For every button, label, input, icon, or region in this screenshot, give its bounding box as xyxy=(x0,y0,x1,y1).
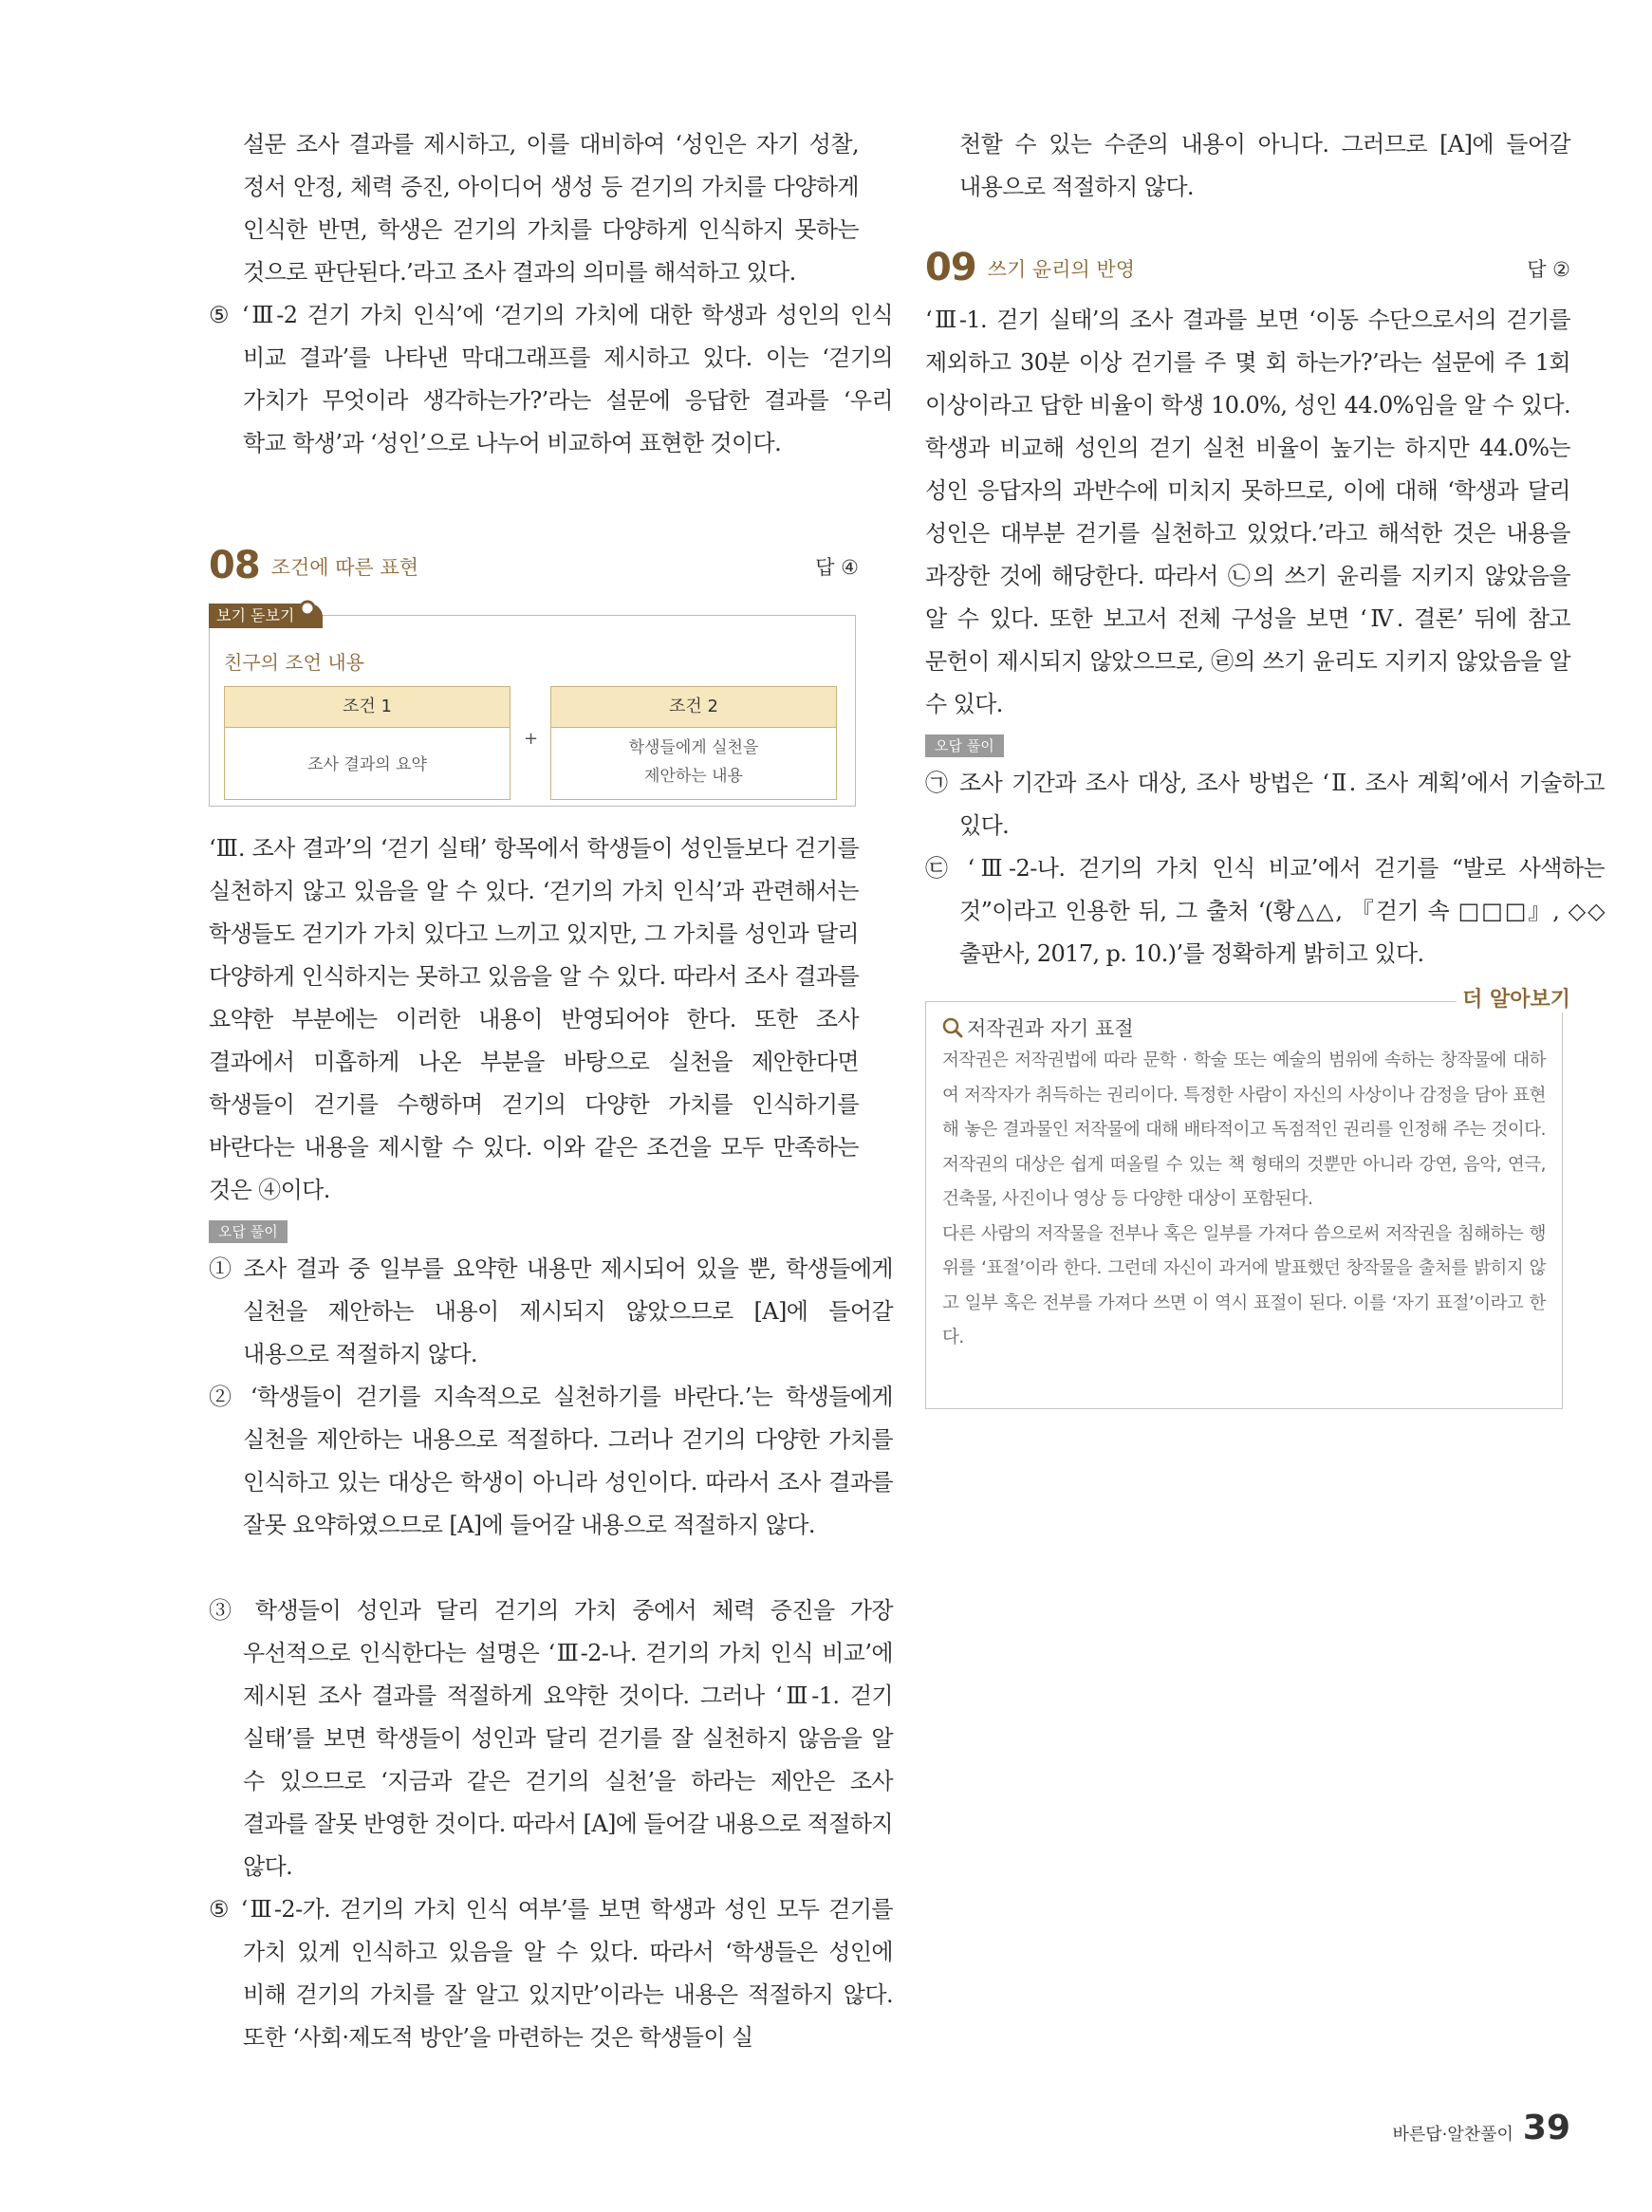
section-title: 조건에 따른 표현 xyxy=(270,556,419,579)
section-title: 쓰기 윤리의 반영 xyxy=(987,258,1136,281)
magnifier-icon xyxy=(298,598,321,621)
condition-2-body-line1: 학생들에게 실천을 xyxy=(628,738,759,757)
explanation-main-08: ‘Ⅲ. 조사 결과’의 ‘걷기 실태’ 항목에서 학생들이 성인들보다 걷기를 실천하지 않고 있음을 알 수 있다. ‘걷기의 가치 인식’과 관련해서는 학생들도 걷기가 가치 있다고 느끼고 있지만, 그 가치를 성인과 달리 다양하게 인식하지는 못하고 있음을 알 수 있다. 따라서 조사 결과를 요약한 부분에는 이러한 내용이 반영되어야 한다. 또한 조사 결과에서 미흡하게 나온 부분을 바탕으로 실천을 제안한다면 학생들이 걷기를 수행하며 걷기의 다양한 가치를 인식하기를 바란다는 내용을 제시할 수 있다. 이와 같은 조건을 모두 만족하는 것은 ④이다. xyxy=(209,835,859,1203)
wrong-option-digeut: ㉢ ‘Ⅲ-2-나. 걷기의 가치 인식 비교’에서 걷기를 “발로 사색하는 것”이라고 인용한 뒤, 그 출처 ‘(황△△, 『걷기 속 □□□』, ◇◇출판사, 2017, p. 10.)’를 정확하게 밝히고 있다. xyxy=(925,855,1605,967)
more-info-title-text: 저작권과 자기 표절 xyxy=(967,1017,1134,1040)
condition-1 xyxy=(224,686,510,800)
footer-label: 바른답·알찬풀이 xyxy=(1392,2125,1513,2145)
condition-2 xyxy=(550,686,837,800)
search-icon xyxy=(942,1017,963,1038)
more-info-paragraph-1: 저작권은 저작권법에 따라 문학 · 학술 또는 예술의 범위에 속하는 창작물에 대하여 저작자가 취득하는 권리이다. 특정한 사람이 자신의 사상이나 감정을 담아 표현해 놓은 결과물인 저작물에 대해 배타적이고 독점적인 권리를 인정해 주는 것이다. 저작권의 대상은 쉽게 떠올릴 수 있는 책 형태의 것뿐만 아니라 강연, 음악, 연극, 건축물, 사진이나 영상 등 다양한 대상이 포함된다. xyxy=(942,1050,1546,1209)
section-number: 09 xyxy=(925,246,976,289)
more-info-title xyxy=(942,1013,1134,1042)
paragraph-intro-continued: 설문 조사 결과를 제시하고, 이를 대비하여 ‘성인은 자기 성찰, 정서 안정, 체력 증진, 아이디어 생성 등 걷기의 가치를 다양하게 인식한 반면, 학생은 걷기의 가치를 다양하게 인식하지 못하는 것으로 판단된다.’라고 조사 결과의 의미를 해석하고 있다. xyxy=(243,131,859,286)
odap-tag: 오답 풀이 xyxy=(209,1220,288,1243)
wrong-option-5: ⑤ ‘Ⅲ-2-가. 걷기의 가치 인식 여부’를 보면 학생과 성인 모두 걷기를 가치 있게 인식하고 있음을 알 수 있다. 따라서 ‘학생들은 성인에 비해 걷기의 가치를 잘 알고 있지만’이라는 내용은 적절하지 않다. 또한 ‘사회·제도적 방안’을 마련하는 것은 학생들이 실 xyxy=(209,1896,893,2051)
page-number: 39 xyxy=(1522,2109,1570,2147)
paragraph-continued: 천할 수 있는 수준의 내용이 아니다. 그러므로 [A]에 들어갈 내용으로 적절하지 않다. xyxy=(959,131,1570,200)
bogi-title: 친구의 조언 내용 xyxy=(224,651,364,674)
explanation-main-09: ‘Ⅲ-1. 걷기 실태’의 조사 결과를 보면 ‘이동 수단으로서의 걷기를 제외하고 30분 이상 걷기를 주 몇 회 하는가?’라는 설문에 주 1회 이상이라고 답한 비율이 학생 10.0%, 성인 44.0%임을 알 수 있다. 학생과 비교해 성인의 걷기 실천 비율이 높기는 하지만 44.0%는 성인 응답자의 과반수에 미치지 못하므로, 이에 대해 ‘학생과 달리 성인은 대부분 걷기를 실천하고 있었다.’라고 해석한 것은 내용을 과장한 것에 해당한다. 따라서 ㉡의 쓰기 윤리를 지키지 않았음을 알 수 있다. 또한 보고서 전체 구성을 보면 ‘Ⅳ. 결론’ 뒤에 참고 문헌이 제시되지 않았으므로, ㉣의 쓰기 윤리도 지키지 않았음을 알 수 있다. xyxy=(925,307,1570,717)
wrong-option-3: ③ 학생들이 성인과 달리 걷기의 가치 중에서 체력 증진을 가장 우선적으로 인식한다는 설명은 ‘Ⅲ-2-나. 걷기의 가치 인식 비교’에 제시된 조사 결과를 적절하게 요약한 것이다. 그러나 ‘Ⅲ-1. 걷기 실태’를 보면 학생들이 성인과 달리 걷기를 잘 실천하지 않음을 알 수 있으므로 ‘지금과 같은 걷기의 실천’을 하라는 제안은 조사 결과를 잘못 반영한 것이다. 따라서 [A]에 들어갈 내용으로 적절하지 않다. xyxy=(209,1597,893,1880)
section-number: 08 xyxy=(209,544,260,587)
plus-sign: + xyxy=(524,729,539,749)
bogi-tab xyxy=(209,604,323,628)
bogi-tab-label: 보기 돋보기 xyxy=(216,606,295,624)
more-info-label: 더 알아보기 xyxy=(1457,983,1570,1013)
condition-1-body: 조사 결과의 요약 xyxy=(307,755,427,774)
wrong-option-giyeok: ㉠ 조사 기간과 조사 대상, 조사 방법은 ‘Ⅱ. 조사 계획’에서 기술하고 있다. xyxy=(925,770,1605,839)
condition-2-head: 조건 2 xyxy=(551,687,836,728)
wrong-option-2: ② ‘학생들이 걷기를 지속적으로 실천하기를 바란다.’는 학생들에게 실천을 제안하는 내용으로 적절하다. 그러나 걷기의 다양한 가치를 인식하고 있는 대상은 학생이 아니라 성인이다. 따라서 조사 결과를 잘못 요약하였으므로 [A]에 들어갈 내용으로 적절하지 않다. xyxy=(209,1384,893,1538)
condition-2-body-line2: 제안하는 내용 xyxy=(644,767,743,786)
more-info-body xyxy=(942,1044,1546,1356)
section-08-header xyxy=(209,537,859,586)
more-info-paragraph-2: 다른 사람의 저작물을 전부나 혹은 일부를 가져다 씀으로써 저작권을 침해하는 행위를 ‘표절’이라 한다. 그런데 자신이 과거에 발표했던 창작물을 출처를 밝히지 않고 일부 혹은 전부를 가져다 쓰면 이 역시 표절이 된다. 이를 ‘자기 표절’이라고 한다. xyxy=(942,1223,1546,1348)
condition-2-body xyxy=(551,728,836,790)
condition-1-head: 조건 1 xyxy=(225,687,510,728)
page-footer xyxy=(1392,2111,1570,2146)
odap-tag: 오답 풀이 xyxy=(925,734,1004,757)
answer-label: 답 ④ xyxy=(815,556,859,579)
answer-label: 답 ② xyxy=(1527,258,1570,281)
section-09-header xyxy=(925,239,1570,288)
wrong-option-1: ① 조사 결과 중 일부를 요약한 내용만 제시되어 있을 뿐, 학생들에게 실천을 제안하는 내용이 제시되지 않았으므로 [A]에 들어갈 내용으로 적절하지 않다. xyxy=(209,1255,893,1367)
explanation-item-5-prev: ⑤ ‘Ⅲ-2 걷기 가치 인식’에 ‘걷기의 가치에 대한 학생과 성인의 인식 비교 결과’를 나타낸 막대그래프를 제시하고 있다. 이는 ‘걷기의 가치가 무엇이라 생각하는가?’라는 설문에 응답한 결과를 ‘우리 학교 학생’과 ‘성인’으로 나누어 비교하여 표현한 것이다. xyxy=(209,302,893,456)
